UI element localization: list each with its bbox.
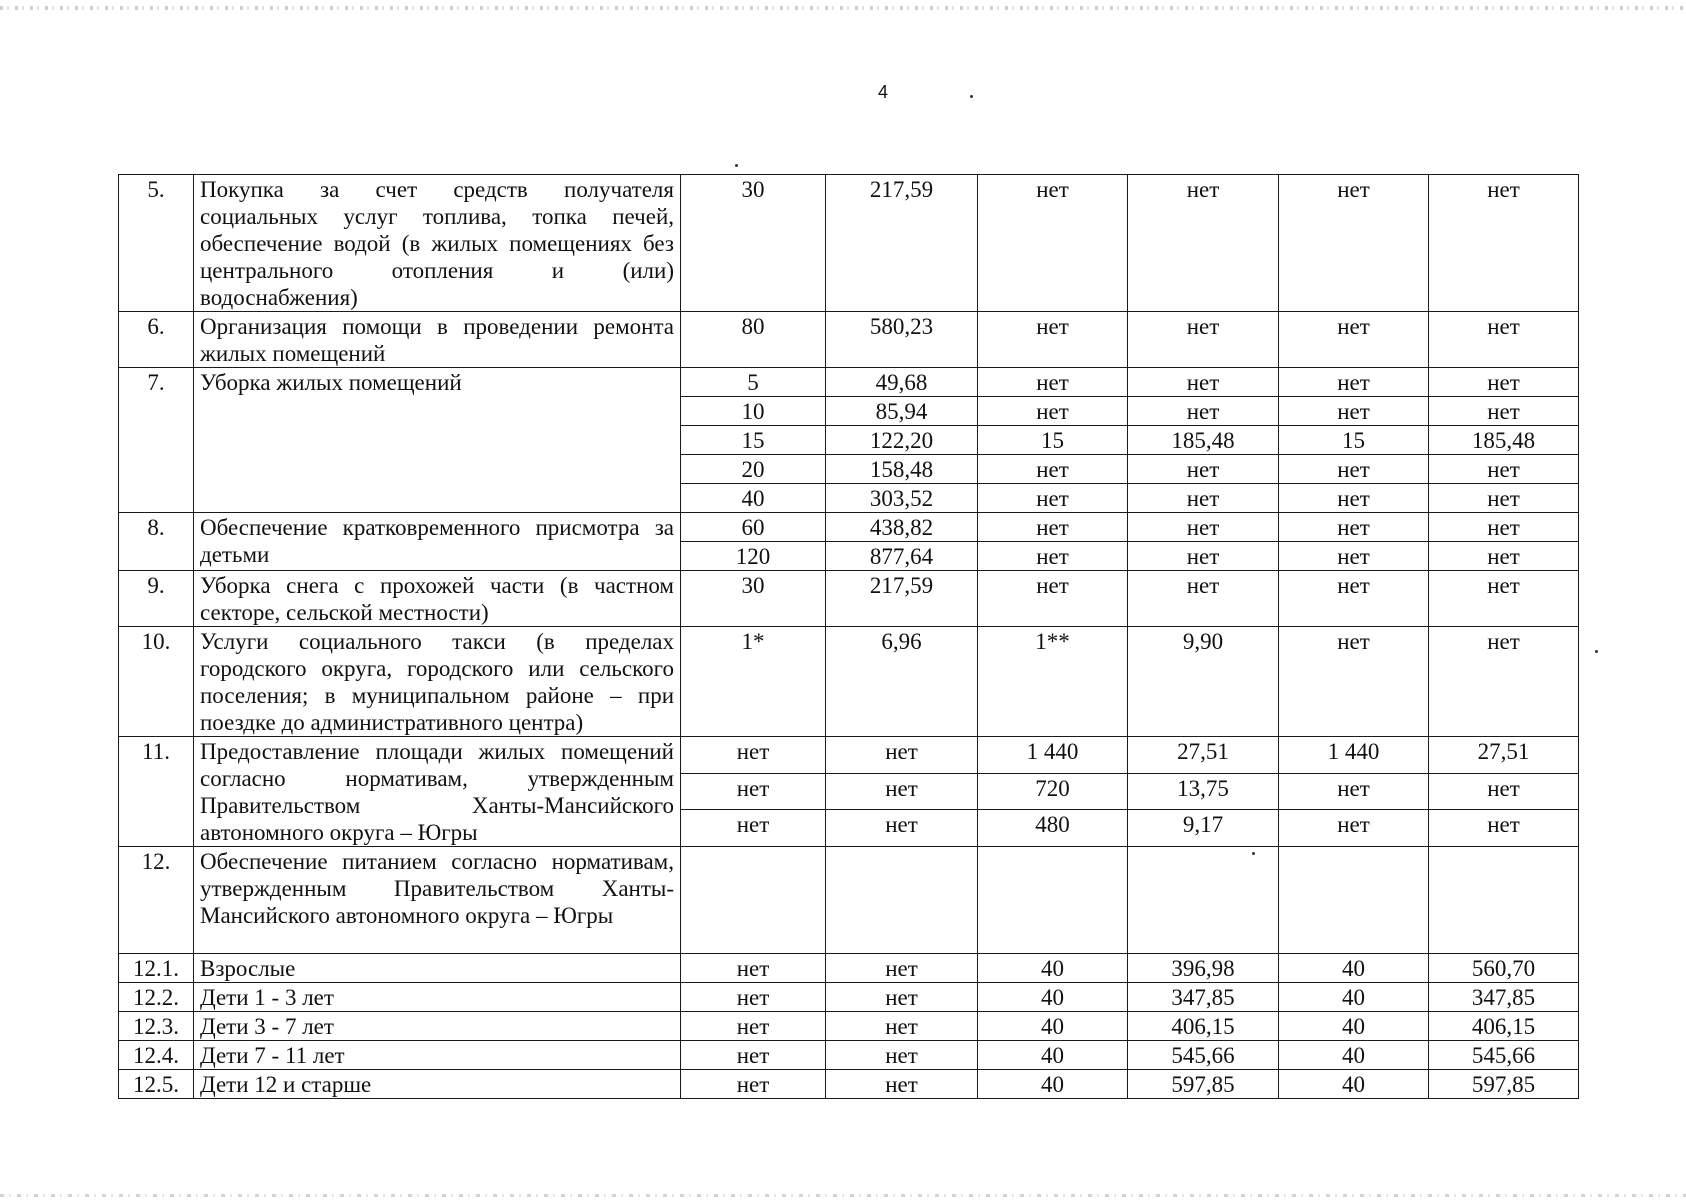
value-cell: нет	[1429, 312, 1579, 368]
scan-edge-bottom	[0, 1194, 1686, 1197]
value-cell: 27,51	[1128, 737, 1279, 774]
row-number: 9.	[119, 571, 194, 627]
table-row	[119, 983, 1579, 1012]
value-cell: 30	[681, 571, 826, 627]
value-cell: 40	[978, 1070, 1128, 1099]
scan-speck	[735, 164, 738, 167]
value-cell: нет	[1429, 455, 1579, 484]
value-cell: нет	[978, 484, 1128, 513]
value-cell: 406,15	[1429, 1012, 1579, 1041]
row-number: 10.	[119, 627, 194, 737]
value-cell: нет	[978, 397, 1128, 426]
value-cell: 597,85	[1128, 1070, 1279, 1099]
value-cell: нет	[1128, 455, 1279, 484]
service-name: Уборка снега с прохожей части (в частном секторе, сельской местности)	[194, 571, 681, 627]
table-row	[119, 368, 1579, 397]
value-cell: нет	[1279, 397, 1429, 426]
value-cell: 438,82	[826, 513, 978, 542]
value-cell: нет	[1279, 484, 1429, 513]
value-cell: нет	[1279, 810, 1429, 847]
value-cell: 580,23	[826, 312, 978, 368]
row-number: 12.5.	[119, 1070, 194, 1099]
value-cell: 40	[1279, 954, 1429, 983]
value-cell: нет	[681, 737, 826, 774]
value-cell: 406,15	[1128, 1012, 1279, 1041]
value-cell: нет	[978, 542, 1128, 571]
value-cell: 40	[978, 1041, 1128, 1070]
table-row	[119, 627, 1579, 737]
value-cell: 545,66	[1128, 1041, 1279, 1070]
table-row	[119, 513, 1579, 542]
value-cell: нет	[1128, 513, 1279, 542]
value-cell: 347,85	[1128, 983, 1279, 1012]
value-cell: 40	[978, 1012, 1128, 1041]
value-cell: 40	[978, 954, 1128, 983]
value-cell: нет	[1429, 542, 1579, 571]
value-cell: нет	[1429, 627, 1579, 737]
value-cell: нет	[1279, 773, 1429, 810]
table-row	[119, 571, 1579, 627]
row-number: 6.	[119, 312, 194, 368]
value-cell: 545,66	[1429, 1041, 1579, 1070]
value-cell: нет	[1279, 571, 1429, 627]
value-cell: нет	[1279, 368, 1429, 397]
value-cell: нет	[1279, 455, 1429, 484]
value-cell: 30	[681, 175, 826, 312]
row-number: 12.4.	[119, 1041, 194, 1070]
value-cell: 85,94	[826, 397, 978, 426]
value-cell: нет	[1429, 571, 1579, 627]
value-cell: 217,59	[826, 175, 978, 312]
value-cell: 720	[978, 773, 1128, 810]
value-cell: нет	[978, 368, 1128, 397]
value-cell: 597,85	[1429, 1070, 1579, 1099]
value-cell: 27,51	[1429, 737, 1579, 774]
value-cell: нет	[1128, 484, 1279, 513]
value-cell: нет	[978, 455, 1128, 484]
value-cell: 877,64	[826, 542, 978, 571]
value-cell: нет	[826, 737, 978, 774]
value-cell: 15	[978, 426, 1128, 455]
value-cell: нет	[681, 1070, 826, 1099]
service-name: Дети 12 и старше	[194, 1070, 681, 1099]
value-cell: нет	[1128, 397, 1279, 426]
value-cell	[681, 847, 826, 954]
row-number: 5.	[119, 175, 194, 312]
value-cell: нет	[1429, 810, 1579, 847]
scan-speck	[1595, 650, 1598, 653]
table-body	[119, 175, 1579, 1099]
value-cell: нет	[1279, 312, 1429, 368]
value-cell: нет	[681, 954, 826, 983]
value-cell: нет	[1429, 484, 1579, 513]
value-cell: нет	[826, 954, 978, 983]
value-cell: нет	[1279, 542, 1429, 571]
value-cell: 15	[681, 426, 826, 455]
value-cell: 1 440	[1279, 737, 1429, 774]
value-cell	[826, 847, 978, 954]
table-row	[119, 737, 1579, 774]
service-name: Покупка за счет средств получателя социальных услуг топлива, топка печей, обеспечение водой (в жилых помещениях без центрального отопления и (или) водоснабжения)	[194, 175, 681, 312]
value-cell: 15	[1279, 426, 1429, 455]
value-cell: 185,48	[1429, 426, 1579, 455]
value-cell: нет	[1279, 627, 1429, 737]
value-cell: 6,96	[826, 627, 978, 737]
value-cell: 480	[978, 810, 1128, 847]
value-cell: 60	[681, 513, 826, 542]
service-name: Уборка жилых помещений	[194, 368, 681, 513]
value-cell: нет	[681, 773, 826, 810]
value-cell: 80	[681, 312, 826, 368]
value-cell: 122,20	[826, 426, 978, 455]
row-number: 12.2.	[119, 983, 194, 1012]
value-cell: 40	[1279, 1070, 1429, 1099]
service-name: Дети 3 - 7 лет	[194, 1012, 681, 1041]
value-cell: 10	[681, 397, 826, 426]
table-row	[119, 312, 1579, 368]
value-cell: нет	[826, 810, 978, 847]
value-cell: 5	[681, 368, 826, 397]
value-cell: нет	[1279, 513, 1429, 542]
value-cell: 40	[1279, 983, 1429, 1012]
value-cell: нет	[1429, 773, 1579, 810]
table-row	[119, 847, 1579, 954]
value-cell: нет	[681, 1041, 826, 1070]
service-name: Организация помощи в проведении ремонта жилых помещений	[194, 312, 681, 368]
value-cell: нет	[826, 1041, 978, 1070]
service-name: Дети 1 - 3 лет	[194, 983, 681, 1012]
value-cell: нет	[681, 810, 826, 847]
value-cell: нет	[1128, 542, 1279, 571]
value-cell: 40	[1279, 1012, 1429, 1041]
value-cell: 13,75	[1128, 773, 1279, 810]
table-row	[119, 1041, 1579, 1070]
service-name: Предоставление площади жилых помещений согласно нормативам, утвержденным Правительством Ханты-Мансийского автономного округа – Югры	[194, 737, 681, 847]
value-cell: нет	[826, 983, 978, 1012]
value-cell: нет	[1128, 312, 1279, 368]
value-cell: 1**	[978, 627, 1128, 737]
page-number: 4	[878, 82, 889, 102]
table-row	[119, 954, 1579, 983]
service-name: Обеспечение кратковременного присмотра за детьми	[194, 513, 681, 571]
table-row	[119, 1070, 1579, 1099]
value-cell	[1279, 847, 1429, 954]
value-cell: нет	[826, 1012, 978, 1041]
value-cell: нет	[978, 312, 1128, 368]
value-cell	[1128, 847, 1279, 954]
value-cell: нет	[1128, 175, 1279, 312]
value-cell: нет	[1429, 368, 1579, 397]
value-cell: 560,70	[1429, 954, 1579, 983]
value-cell: нет	[978, 571, 1128, 627]
row-number: 12.	[119, 847, 194, 954]
value-cell: 9,90	[1128, 627, 1279, 737]
table-row	[119, 175, 1579, 312]
value-cell: нет	[1128, 368, 1279, 397]
value-cell: нет	[1429, 175, 1579, 312]
value-cell: 20	[681, 455, 826, 484]
value-cell: нет	[681, 1012, 826, 1041]
value-cell: 1 440	[978, 737, 1128, 774]
table-row	[119, 1012, 1579, 1041]
service-name: Взрослые	[194, 954, 681, 983]
value-cell	[1429, 847, 1579, 954]
value-cell	[978, 847, 1128, 954]
value-cell: 9,17	[1128, 810, 1279, 847]
scan-edge-top	[0, 6, 1686, 10]
row-number: 12.3.	[119, 1012, 194, 1041]
value-cell: нет	[1279, 175, 1429, 312]
value-cell: нет	[1128, 571, 1279, 627]
service-name: Обеспечение питанием согласно нормативам, утвержденным Правительством Ханты-Мансийского автономного округа – Югры	[194, 847, 681, 954]
value-cell: 185,48	[1128, 426, 1279, 455]
value-cell: нет	[826, 773, 978, 810]
value-cell: нет	[978, 513, 1128, 542]
row-number: 12.1.	[119, 954, 194, 983]
value-cell: 40	[681, 484, 826, 513]
value-cell: нет	[978, 175, 1128, 312]
value-cell: 303,52	[826, 484, 978, 513]
value-cell: 1*	[681, 627, 826, 737]
services-tariff-table	[118, 174, 1579, 1099]
value-cell: нет	[1429, 513, 1579, 542]
value-cell: нет	[826, 1070, 978, 1099]
value-cell: 40	[1279, 1041, 1429, 1070]
value-cell: 158,48	[826, 455, 978, 484]
row-number: 11.	[119, 737, 194, 847]
service-name: Услуги социального такси (в пределах городского округа, городского или сельского поселения; в муниципальном районе – при поездке до административного центра)	[194, 627, 681, 737]
row-number: 8.	[119, 513, 194, 571]
value-cell: 347,85	[1429, 983, 1579, 1012]
value-cell: нет	[1429, 397, 1579, 426]
row-number: 7.	[119, 368, 194, 513]
value-cell: 396,98	[1128, 954, 1279, 983]
value-cell: 49,68	[826, 368, 978, 397]
value-cell: нет	[681, 983, 826, 1012]
service-name: Дети 7 - 11 лет	[194, 1041, 681, 1070]
value-cell: 217,59	[826, 571, 978, 627]
value-cell: 40	[978, 983, 1128, 1012]
value-cell: 120	[681, 542, 826, 571]
scan-speck	[970, 95, 973, 98]
